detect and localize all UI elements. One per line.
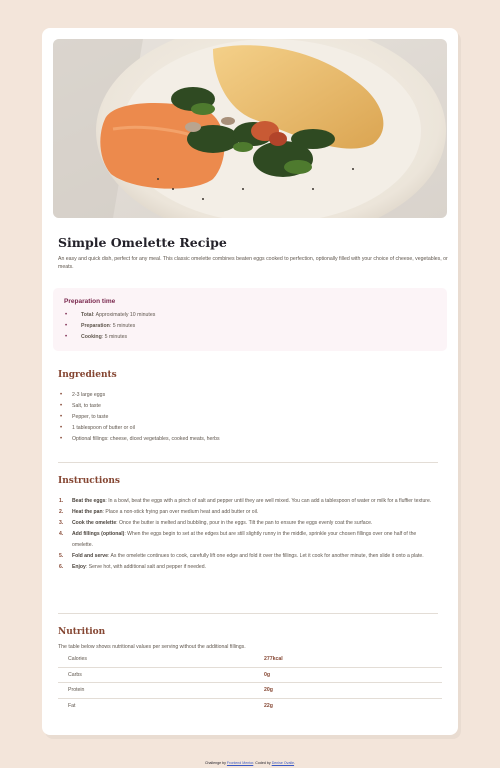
- step-number: 4.: [59, 531, 64, 537]
- nutrient-value: 0g: [264, 671, 271, 678]
- nutrient-name: Protein: [68, 687, 85, 693]
- step-text: : Place a non-stick frying pan over medium heat and add butter or oil.: [102, 509, 259, 515]
- attribution-middle: . Coded by: [253, 761, 272, 765]
- nutrition-note: The table below shows nutritional values per serving without the additional fillings.: [58, 644, 246, 650]
- nutrient-name: Fat: [68, 702, 76, 709]
- divider: [58, 613, 438, 614]
- prep-label: Preparation: [81, 323, 110, 329]
- nutrient-value: 277kcal: [264, 656, 283, 662]
- list-item: • Pepper, to taste: [42, 412, 458, 423]
- recipe-intro: An easy and quick dish, perfect for any meal. This classic omelette combines beaten eggs cooked to perfection, optionally filled with your choice of cheese, vegetables, or meats.: [58, 256, 448, 270]
- omelette-photo: [53, 39, 447, 218]
- instructions-heading: Instructions: [58, 476, 120, 486]
- step-text: : Serve hot, with additional salt and pepper if needed.: [85, 564, 206, 570]
- preparation-box: [53, 288, 447, 351]
- list-item: [42, 529, 458, 551]
- divider: [58, 462, 438, 463]
- list-item: [53, 321, 447, 332]
- step-label: Enjoy: [72, 564, 86, 570]
- list-item: [42, 518, 458, 529]
- list-item: • 1 tablespoon of butter or oil: [42, 423, 458, 434]
- step-label: Cook the omelette: [72, 520, 117, 526]
- prep-value: : 5 minutes: [109, 323, 136, 329]
- step-number: 5.: [59, 553, 64, 559]
- table-row: [58, 668, 442, 684]
- prep-label: Cooking: [81, 334, 102, 340]
- instructions-list: [42, 496, 458, 573]
- attribution-suffix: .: [294, 761, 296, 765]
- nutrient-name: Carbs: [68, 671, 82, 678]
- step-number: 3.: [59, 520, 64, 526]
- table-row: [58, 652, 442, 668]
- step-number: 2.: [59, 509, 64, 515]
- omelette-image: [53, 39, 447, 218]
- prep-label: Total: [81, 312, 94, 318]
- list-item: [42, 507, 458, 518]
- step-label: Fold and serve: [72, 553, 108, 559]
- step-label: Heat the pan: [72, 509, 103, 515]
- list-item: [53, 332, 447, 343]
- list-item: • 2-3 large eggs: [42, 390, 458, 401]
- recipe-title: Simple Omelette Recipe: [58, 235, 227, 250]
- list-item: • Salt, to taste: [42, 401, 458, 412]
- nutrient-value: 22g: [264, 702, 273, 709]
- attribution-prefix: Challenge by: [204, 761, 227, 765]
- list-item: [42, 562, 458, 573]
- preparation-heading: Preparation time: [64, 298, 116, 305]
- list-item: [42, 551, 458, 562]
- step-text: : As the omelette continues to cook, carefully lift one edge and fold it over the fillings. Let it cook for another minute, then slide it onto a plate.: [107, 553, 424, 559]
- list-item: [42, 496, 458, 507]
- prep-value: : Approximately 10 minutes: [93, 312, 156, 318]
- recipe-card: [42, 28, 458, 735]
- step-number: 1.: [59, 498, 64, 504]
- nutrient-value: 20g: [264, 687, 273, 693]
- step-label: Add fillings (optional): [72, 531, 125, 537]
- preparation-list: [53, 310, 447, 343]
- prep-value: : 5 minutes: [101, 334, 128, 340]
- table-row: [58, 699, 442, 715]
- author-link[interactable]: Denise Ovalle: [271, 761, 295, 765]
- step-label: Beat the eggs: [72, 498, 106, 504]
- step-number: 6.: [59, 564, 64, 570]
- nutrient-name: Calories: [68, 656, 88, 662]
- ingredients-list: [42, 390, 458, 445]
- frontend-mentor-link[interactable]: Frontend Mentor: [226, 761, 254, 765]
- list-item: • Optional fillings: cheese, diced vegetables, cooked meats, herbs: [42, 434, 458, 445]
- table-row: [58, 683, 442, 699]
- nutrition-heading: Nutrition: [58, 627, 106, 637]
- step-text: : In a bowl, beat the eggs with a pinch of salt and pepper until they are well mixed. You can add a tablespoon of water or milk for a fluffier texture.: [105, 498, 432, 504]
- list-item: [53, 310, 447, 321]
- step-text: : When the eggs begin to set at the edges but are still slightly runny in the middle, sprinkle your chosen fillings over one half of the omelette.: [72, 531, 417, 548]
- attribution: [0, 761, 500, 765]
- ingredients-heading: Ingredients: [58, 370, 117, 380]
- step-text: : Once the butter is melted and bubbling, pour in the eggs. Tilt the pan to ensure the eggs evenly coat the surface.: [116, 520, 373, 526]
- nutrition-table: [58, 652, 442, 714]
